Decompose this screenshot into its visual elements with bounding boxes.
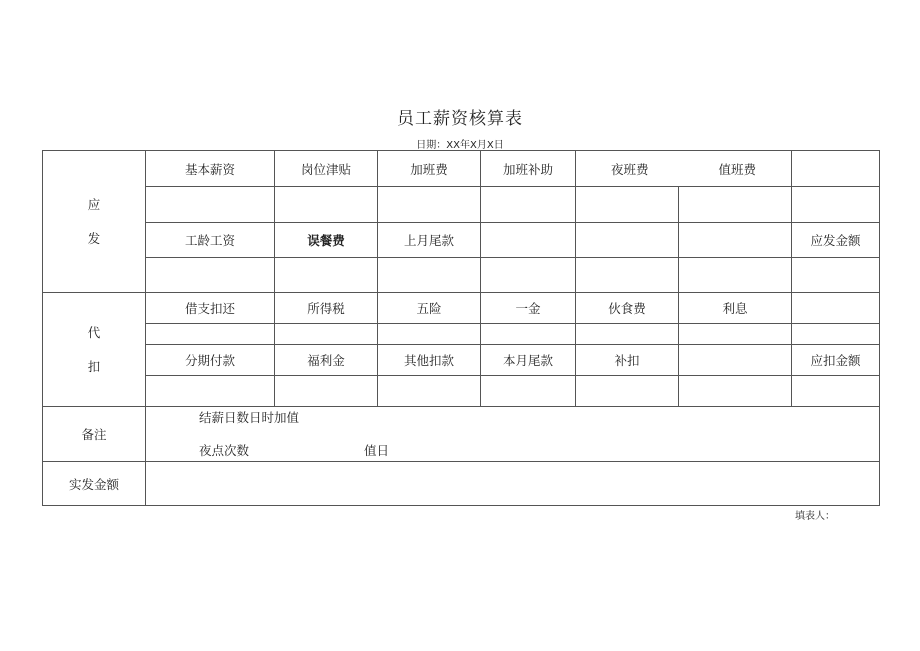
value-cell[interactable] (378, 376, 481, 407)
header-cell: 五险 (378, 293, 481, 324)
value-cell[interactable] (679, 376, 792, 407)
net-amount-value[interactable] (146, 462, 880, 506)
payable-value-row-2 (43, 258, 880, 293)
value-cell[interactable] (146, 376, 275, 407)
header-cell: 工龄工资 (146, 223, 275, 258)
header-cell: 加班费 (378, 151, 481, 187)
value-cell[interactable] (275, 324, 378, 345)
header-cell (576, 223, 679, 258)
header-cell (679, 345, 792, 376)
value-cell[interactable] (275, 258, 378, 293)
value-cell[interactable] (679, 258, 792, 293)
header-cell: 伙食费 (576, 293, 679, 324)
deduct-section-label: 代 扣 (43, 293, 146, 407)
remarks-row (43, 407, 880, 462)
header-cell: 岗位津贴 (275, 151, 378, 187)
value-cell[interactable] (275, 187, 378, 223)
value-cell[interactable] (146, 258, 275, 293)
remarks-label: 备注 (43, 407, 146, 462)
header-cell: 本月尾款 (481, 345, 576, 376)
deduct-value-row-1 (43, 324, 880, 345)
value-cell[interactable] (679, 187, 792, 223)
header-cell: 借支扣还 (146, 293, 275, 324)
payable-header-row-1 (43, 151, 880, 187)
header-cell (792, 151, 880, 187)
deduct-header-row-2 (43, 345, 880, 376)
header-cell: 利息 (679, 293, 792, 324)
date-line: 日期：XX年X月X日 (416, 140, 504, 151)
header-cell: 分期付款 (146, 345, 275, 376)
value-cell[interactable] (378, 187, 481, 223)
header-cell: 补扣 (576, 345, 679, 376)
header-cell: 误餐费 (275, 223, 378, 258)
header-cell: 一金 (481, 293, 576, 324)
header-cell: 上月尾款 (378, 223, 481, 258)
value-cell[interactable] (792, 187, 880, 223)
value-cell[interactable] (378, 324, 481, 345)
header-cell (792, 293, 880, 324)
filler-label: 填表人： (795, 511, 835, 522)
value-cell[interactable] (378, 258, 481, 293)
net-amount-label: 实发金额 (43, 462, 146, 506)
value-cell[interactable] (576, 324, 679, 345)
payable-total-label: 应发金额 (792, 223, 880, 258)
payable-header-row-2 (43, 223, 880, 258)
salary-table (42, 150, 880, 506)
value-cell[interactable] (481, 324, 576, 345)
header-cell-merged: 夜班费 值班费 (576, 151, 792, 187)
header-cell: 所得税 (275, 293, 378, 324)
value-cell[interactable] (576, 187, 679, 223)
deduct-total-label: 应扣金额 (792, 345, 880, 376)
payable-total-value[interactable] (792, 258, 880, 293)
value-cell[interactable] (576, 258, 679, 293)
deduct-header-row-1 (43, 293, 880, 324)
deduct-value-row-2 (43, 376, 880, 407)
remarks-content[interactable] (146, 407, 880, 462)
remarks-duty: 值日 (364, 443, 390, 458)
deduct-total-value[interactable] (792, 376, 880, 407)
value-cell[interactable] (481, 187, 576, 223)
header-cell (679, 223, 792, 258)
remarks-night-count: 夜点次数 (199, 443, 250, 458)
value-cell[interactable] (481, 258, 576, 293)
remarks-line-1: 结薪日数日时加值 (199, 410, 300, 425)
value-cell[interactable] (275, 376, 378, 407)
value-cell[interactable] (146, 187, 275, 223)
net-row (43, 462, 880, 506)
payable-section-label: 应 发 (43, 151, 146, 293)
page-title: 员工薪资核算表 (397, 109, 523, 129)
header-cell: 其他扣款 (378, 345, 481, 376)
value-cell[interactable] (481, 376, 576, 407)
value-cell[interactable] (679, 324, 792, 345)
payable-value-row-1 (43, 187, 880, 223)
header-cell (481, 223, 576, 258)
value-cell[interactable] (576, 376, 679, 407)
header-cell: 基本薪资 (146, 151, 275, 187)
header-cell: 加班补助 (481, 151, 576, 187)
value-cell[interactable] (146, 324, 275, 345)
value-cell[interactable] (792, 324, 880, 345)
header-cell: 福利金 (275, 345, 378, 376)
